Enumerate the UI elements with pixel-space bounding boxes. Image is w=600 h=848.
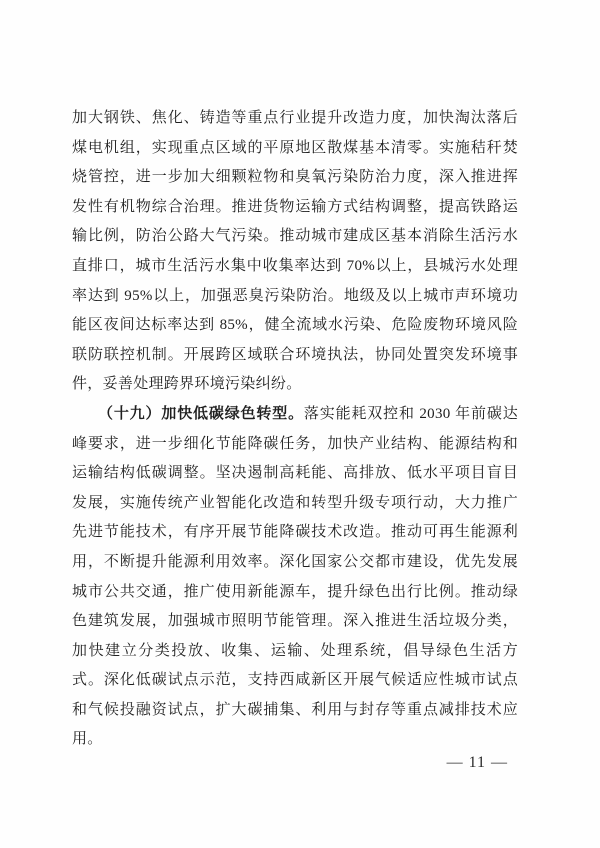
text-line: 用，不断提升能源利用效率。深化国家公交都市建设，优先发展 — [72, 553, 518, 570]
text-line: 色建筑发展，加强城市照明节能管理。深入推进生活垃圾分类， — [72, 613, 518, 630]
text-line: 用。 — [72, 731, 103, 748]
text-run: 落实能耗双控和 2030 年前碳达 — [303, 405, 518, 422]
text-line: 发性有机物综合治理。推进货物运输方式结构调整，提高铁路运 — [72, 198, 518, 215]
text-line: 率达到 95%以上，加强恶臭污染防治。地级及以上城市声环境功 — [72, 287, 518, 304]
text-line: 加快建立分类投放、收集、运输、处理系统，倡导绿色生活方 — [72, 642, 518, 659]
text-line: 煤电机组，实现重点区域的平原地区散煤基本清零。实施秸秆焚 — [72, 139, 518, 156]
text-line: 先进节能技术，有序开展节能降碳技术改造。推动可再生能源利 — [72, 524, 518, 541]
section-heading: （十九）加快低碳绿色转型。 — [98, 405, 304, 422]
text-line: 城市公共交通，推广使用新能源车，提升绿色出行比例。推动绿 — [72, 583, 518, 600]
text-line: 联防联控机制。开展跨区域联合环境执法，协同处置突发环境事 — [72, 346, 518, 363]
text-line: 件，妥善处理跨界环境污染纠纷。 — [72, 376, 302, 393]
text-line: 直排口，城市生活污水集中收集率达到 70%以上，县城污水处理 — [72, 257, 518, 274]
text-line — [72, 400, 518, 430]
text-line: 和气候投融资试点，扩大碳捕集、利用与封存等重点减排技术应 — [72, 701, 518, 718]
page-number: — 11 — — [446, 754, 508, 771]
text-line: 输比例，防治公路大气污染。推动城市建成区基本消除生活污水 — [72, 228, 518, 245]
text-line: 发展，实施传统产业智能化改造和转型升级专项行动，大力推广 — [72, 494, 518, 511]
text-line: 加大钢铁、焦化、铸造等重点行业提升改造力度，加快淘汰落后 — [72, 110, 518, 126]
text-line: 烧管控，进一步加大细颗粒物和臭氧污染防治力度，深入推进挥 — [72, 169, 518, 186]
text-block — [72, 104, 518, 755]
text-line: 峰要求，进一步细化节能降碳任务，加快产业结构、能源结构和 — [72, 435, 518, 452]
text-line: 运输结构低碳调整。坚决遏制高耗能、高排放、低水平项目盲目 — [72, 465, 518, 482]
text-line: 式。深化低碳试点示范，支持西咸新区开展气候适应性城市试点 — [72, 672, 518, 689]
text-line: 能区夜间达标率达到 85%，健全流域水污染、危险废物环境风险 — [72, 317, 518, 334]
